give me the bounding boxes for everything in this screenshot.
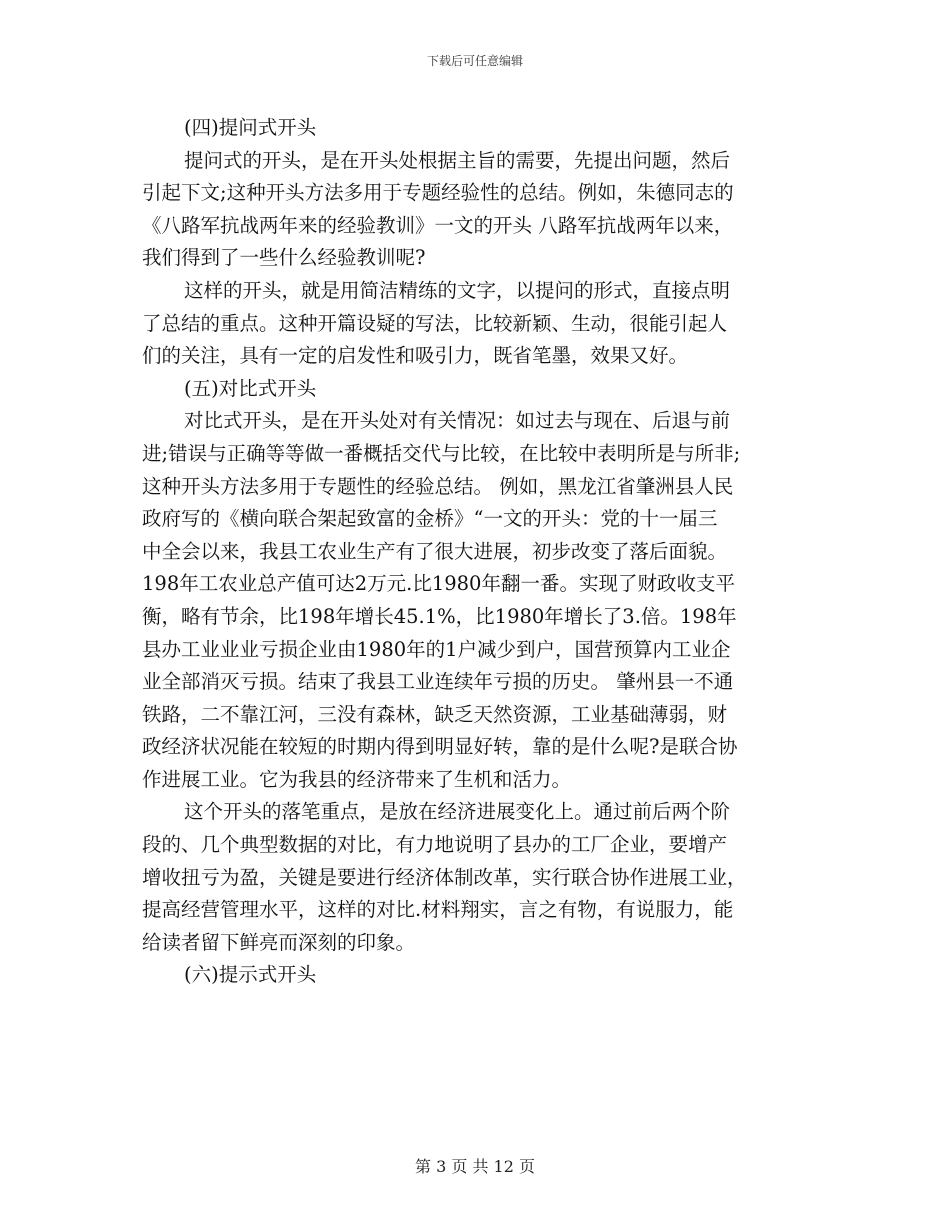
- paragraph-line: 中全会以来，我县工农业生产有了很大进展，初步改变了落后面貌。: [142, 539, 728, 563]
- paragraph-line: 段的、几个典型数据的对比，有力地说明了县办的工厂企业，要增产: [142, 833, 728, 857]
- document-body: [142, 112, 814, 992]
- paragraph-line: 政府写的《横向联合架起致富的金桥》“一文的开头：党的十一届三: [142, 507, 718, 531]
- paragraph-line: 铁路，二不靠江河，三没有森林，缺乏天然资源，工业基础薄弱，财: [142, 702, 728, 726]
- paragraph-line: 业全部消灭亏损。结束了我县工业连续年亏损的历史。 肇州县一不通: [142, 670, 734, 694]
- paragraph-line: 县办工业业业亏损企业由1980年的1户减少到户，国营预算内工业企: [142, 637, 731, 661]
- paragraph-line: 《八路军抗战两年来的经验教训》一文的开头 八路军抗战两年以来，: [142, 213, 734, 237]
- paragraph-line: 198年工农业总产值可达2万元.比1980年翻一番。实现了财政收支平: [142, 572, 735, 596]
- paragraph-line: 增收扭亏为盈，关键是要进行经济体制改革，实行联合协作进展工业，: [142, 865, 747, 889]
- paragraph-line: 衡，略有节余，比198年增长45.1%，比1980年增长了3.倍。198年: [142, 604, 737, 628]
- paragraph-line: 给读者留下鲜亮而深刻的印象。: [142, 930, 416, 954]
- paragraph-line: 了总结的重点。这种开篇设疑的写法，比较新颖、生动，很能引起人: [142, 311, 728, 335]
- paragraph-line: 进;错误与正确等等做一番概括交代与比较，在比较中表明所是与所非;: [142, 441, 741, 465]
- paragraph-line: 政经济状况能在较短的时期内得到明显好转，靠的是什么呢?是联合协: [142, 735, 738, 759]
- section-heading: (四)提问式开头: [184, 116, 317, 139]
- section-heading: (六)提示式开头: [184, 963, 317, 987]
- section-heading: (五)对比式开头: [184, 376, 317, 400]
- paragraph-line: 提问式的开头，是在开头处根据主旨的需要，先提出问题，然后: [184, 148, 731, 172]
- page-footer: 第 3 页 共 12 页: [415, 1157, 535, 1176]
- paragraph-line: 引起下文;这种开头方法多用于专题经验性的总结。例如，朱德同志的: [142, 181, 734, 205]
- paragraph-line: 这样的开头，就是用简洁精练的文字，以提问的形式，直接点明: [184, 278, 731, 302]
- paragraph-line: 这个开头的落笔重点，是放在经济进展变化上。通过前后两个阶: [184, 800, 731, 824]
- paragraph-line: 这种开头方法多用于专题性的经验总结。 例如，黑龙江省肇洲县人民: [142, 474, 734, 498]
- paragraph-line: 们的关注，具有一定的启发性和吸引力，既省笔墨，效果又好。: [142, 344, 689, 368]
- page-header: 下载后可任意编辑: [426, 54, 523, 68]
- paragraph-line: 提高经营管理水平，这样的对比.材料翔实，言之有物，有说服力，能: [142, 898, 734, 922]
- paragraph-line: 作进展工业。它为我县的经济带来了生机和活力。: [142, 767, 572, 791]
- paragraph-line: 对比式开头，是在开头处对有关情况：如过去与现在、后退与前: [184, 409, 731, 433]
- paragraph-line: 我们得到了一些什么经验教训呢?: [142, 246, 426, 270]
